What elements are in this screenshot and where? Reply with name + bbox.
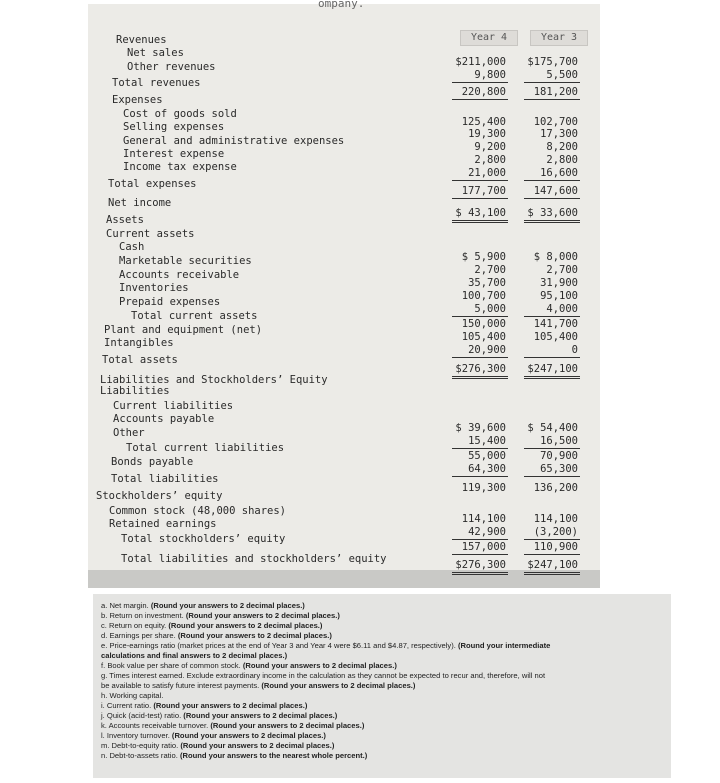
row-label: Accounts payable [113, 413, 215, 425]
underline [452, 316, 508, 317]
row-label: Expenses [112, 94, 163, 106]
underline [452, 99, 508, 100]
year3-value: 147,600 [533, 185, 578, 197]
row-label: Total expenses [108, 178, 197, 190]
year3-value: 105,400 [533, 331, 578, 343]
year4-value: 21,000 [468, 167, 506, 179]
year4-value: 5,000 [474, 303, 506, 315]
row-label: Common stock (48,000 shares) [109, 505, 287, 517]
underline [452, 539, 508, 540]
year4-value: 20,900 [468, 344, 506, 356]
underline [524, 476, 580, 477]
year3-value: 2,800 [546, 154, 578, 166]
year3-value: 16,600 [540, 167, 578, 179]
question-l: l. Inventory turnover. (Round your answers to 2 decimal places.) [101, 731, 326, 740]
underline [452, 448, 508, 449]
underline [524, 180, 580, 181]
year4-value: 105,400 [461, 331, 506, 343]
row-label: Cash [119, 241, 145, 253]
year3-value: 141,700 [533, 318, 578, 330]
row-label: Net income [108, 197, 172, 209]
underline [452, 572, 508, 573]
underline [524, 574, 580, 575]
year3-value: $ 54,400 [527, 422, 578, 434]
question-k: k. Accounts receivable turnover. (Round your answers to 2 decimal places.) [101, 721, 365, 730]
year3-value: $247,100 [527, 363, 578, 375]
row-label: Current liabilities [113, 400, 234, 412]
year4-value: $ 5,900 [461, 251, 506, 263]
underline [524, 448, 580, 449]
year3-value: 16,500 [540, 435, 578, 447]
year4-value: 9,200 [474, 141, 506, 153]
year4-value: 55,000 [468, 450, 506, 462]
row-label: Total revenues [112, 77, 201, 89]
underline [452, 357, 508, 358]
row-label: Total current assets [131, 310, 258, 322]
row-label: Marketable securities [119, 255, 252, 267]
year4-value: 64,300 [468, 463, 506, 475]
row-label: Retained earnings [109, 518, 217, 530]
underline [524, 220, 580, 221]
row-label: Total liabilities and stockholders’ equity [121, 553, 387, 565]
year3-value: 17,300 [540, 128, 578, 140]
question-m: m. Debt-to-equity ratio. (Round your answers to 2 decimal places.) [101, 741, 335, 750]
underline [524, 316, 580, 317]
row-label: Assets [106, 214, 144, 226]
year4-value: $211,000 [455, 56, 506, 68]
year3-value: 5,500 [546, 69, 578, 81]
year4-value: 157,000 [461, 541, 506, 553]
underline [524, 378, 580, 379]
column-header-year4: Year 4 [460, 30, 518, 46]
year4-value: 2,700 [474, 264, 506, 276]
row-label: Plant and equipment (net) [104, 324, 263, 336]
year3-value: $247,100 [527, 559, 578, 571]
row-label: Current assets [106, 228, 195, 240]
year3-value: $175,700 [527, 56, 578, 68]
year4-value: 150,000 [461, 318, 506, 330]
underline [524, 539, 580, 540]
year3-value: 95,100 [540, 290, 578, 302]
row-label: Net sales [127, 47, 184, 59]
year4-value: 19,300 [468, 128, 506, 140]
underline [524, 222, 580, 223]
year4-value: 125,400 [461, 116, 506, 128]
row-label: General and administrative expenses [123, 135, 345, 147]
year4-value: 177,700 [461, 185, 506, 197]
company-title-stub: ompany. [318, 0, 365, 10]
year3-value: (3,200) [533, 526, 578, 538]
row-label: Other revenues [127, 61, 216, 73]
row-label: Liabilities [100, 385, 170, 397]
row-label: Selling expenses [123, 121, 225, 133]
underline [524, 198, 580, 199]
question-n: n. Debt-to-assets ratio. (Round your answers to the nearest whole percent.) [101, 751, 368, 760]
question-e-cont: calculations and final answers to 2 decimal places.) [101, 651, 288, 660]
underline [524, 82, 580, 83]
year4-value: 35,700 [468, 277, 506, 289]
row-label: Total liabilities [111, 473, 219, 485]
year3-value: 0 [571, 344, 578, 356]
year4-value: $ 43,100 [455, 207, 506, 219]
year4-value: 15,400 [468, 435, 506, 447]
row-label: Total assets [102, 354, 178, 366]
underline [452, 378, 508, 379]
underline [524, 357, 580, 358]
year4-value: $276,300 [455, 363, 506, 375]
year3-value: 110,900 [533, 541, 578, 553]
row-label: Cost of goods sold [123, 108, 237, 120]
question-g-cont: be available to satisfy future interest payments. (Round your answers to 2 decimal places.) [101, 681, 416, 690]
row-label: Total current liabilities [126, 442, 285, 454]
year3-value: 136,200 [533, 482, 578, 494]
row-label: Total stockholders’ equity [121, 533, 286, 545]
underline [452, 180, 508, 181]
year4-value: $ 39,600 [455, 422, 506, 434]
row-label: Intangibles [104, 337, 174, 349]
question-i: i. Current ratio. (Round your answers to 2 decimal places.) [101, 701, 308, 710]
year3-value: 4,000 [546, 303, 578, 315]
year4-value: 119,300 [461, 482, 506, 494]
year4-value: 220,800 [461, 86, 506, 98]
year3-value: $ 33,600 [527, 207, 578, 219]
underline [452, 220, 508, 221]
row-label: Bonds payable [111, 456, 194, 468]
year4-value: 42,900 [468, 526, 506, 538]
underline [452, 554, 508, 555]
year3-value: 31,900 [540, 277, 578, 289]
row-label: Other [113, 427, 145, 439]
year3-value: 70,900 [540, 450, 578, 462]
underline [452, 198, 508, 199]
underline [452, 376, 508, 377]
year3-value: 2,700 [546, 264, 578, 276]
underline [524, 376, 580, 377]
row-label: Accounts receivable [119, 269, 240, 281]
underline [452, 82, 508, 83]
underline [452, 574, 508, 575]
year3-value: 181,200 [533, 86, 578, 98]
question-f: f. Book value per share of common stock. (Round your answers to 2 decimal places.) [101, 661, 397, 670]
question-e: e. Price-earnings ratio (market prices at the end of Year 3 and Year 4 were $6.11 and $4.87, respectively). (Round your intermediate [101, 641, 551, 650]
column-header-year3: Year 3 [530, 30, 588, 46]
underline [524, 99, 580, 100]
question-c: c. Return on equity. (Round your answers to 2 decimal places.) [101, 621, 323, 630]
year4-value: $276,300 [455, 559, 506, 571]
row-label: Inventories [119, 282, 189, 294]
year3-value: 114,100 [533, 513, 578, 525]
year3-value: $ 8,000 [533, 251, 578, 263]
row-label: Liabilities and Stockholders’ Equity [100, 374, 328, 386]
row-label: Stockholders’ equity [96, 490, 223, 502]
question-g: g. Times interest earned. Exclude extraordinary income in the calculation as they cannot be expected to recur and, therefore, will not [101, 671, 546, 680]
underline [452, 476, 508, 477]
question-a: a. Net margin. (Round your answers to 2 decimal places.) [101, 601, 305, 610]
question-d: d. Earnings per share. (Round your answers to 2 decimal places.) [101, 631, 332, 640]
question-j: j. Quick (acid-test) ratio. (Round your answers to 2 decimal places.) [101, 711, 338, 720]
year4-value: 9,800 [474, 69, 506, 81]
year4-value: 114,100 [461, 513, 506, 525]
underline [452, 222, 508, 223]
question-b: b. Return on investment. (Round your answers to 2 decimal places.) [101, 611, 340, 620]
underline [524, 554, 580, 555]
year3-value: 65,300 [540, 463, 578, 475]
underline [524, 572, 580, 573]
question-h: h. Working capital. [101, 691, 164, 700]
row-label: Interest expense [123, 148, 225, 160]
year4-value: 2,800 [474, 154, 506, 166]
year4-value: 100,700 [461, 290, 506, 302]
year3-value: 8,200 [546, 141, 578, 153]
row-label: Prepaid expenses [119, 296, 221, 308]
year3-value: 102,700 [533, 116, 578, 128]
row-label: Revenues [116, 34, 167, 46]
row-label: Income tax expense [123, 161, 237, 173]
